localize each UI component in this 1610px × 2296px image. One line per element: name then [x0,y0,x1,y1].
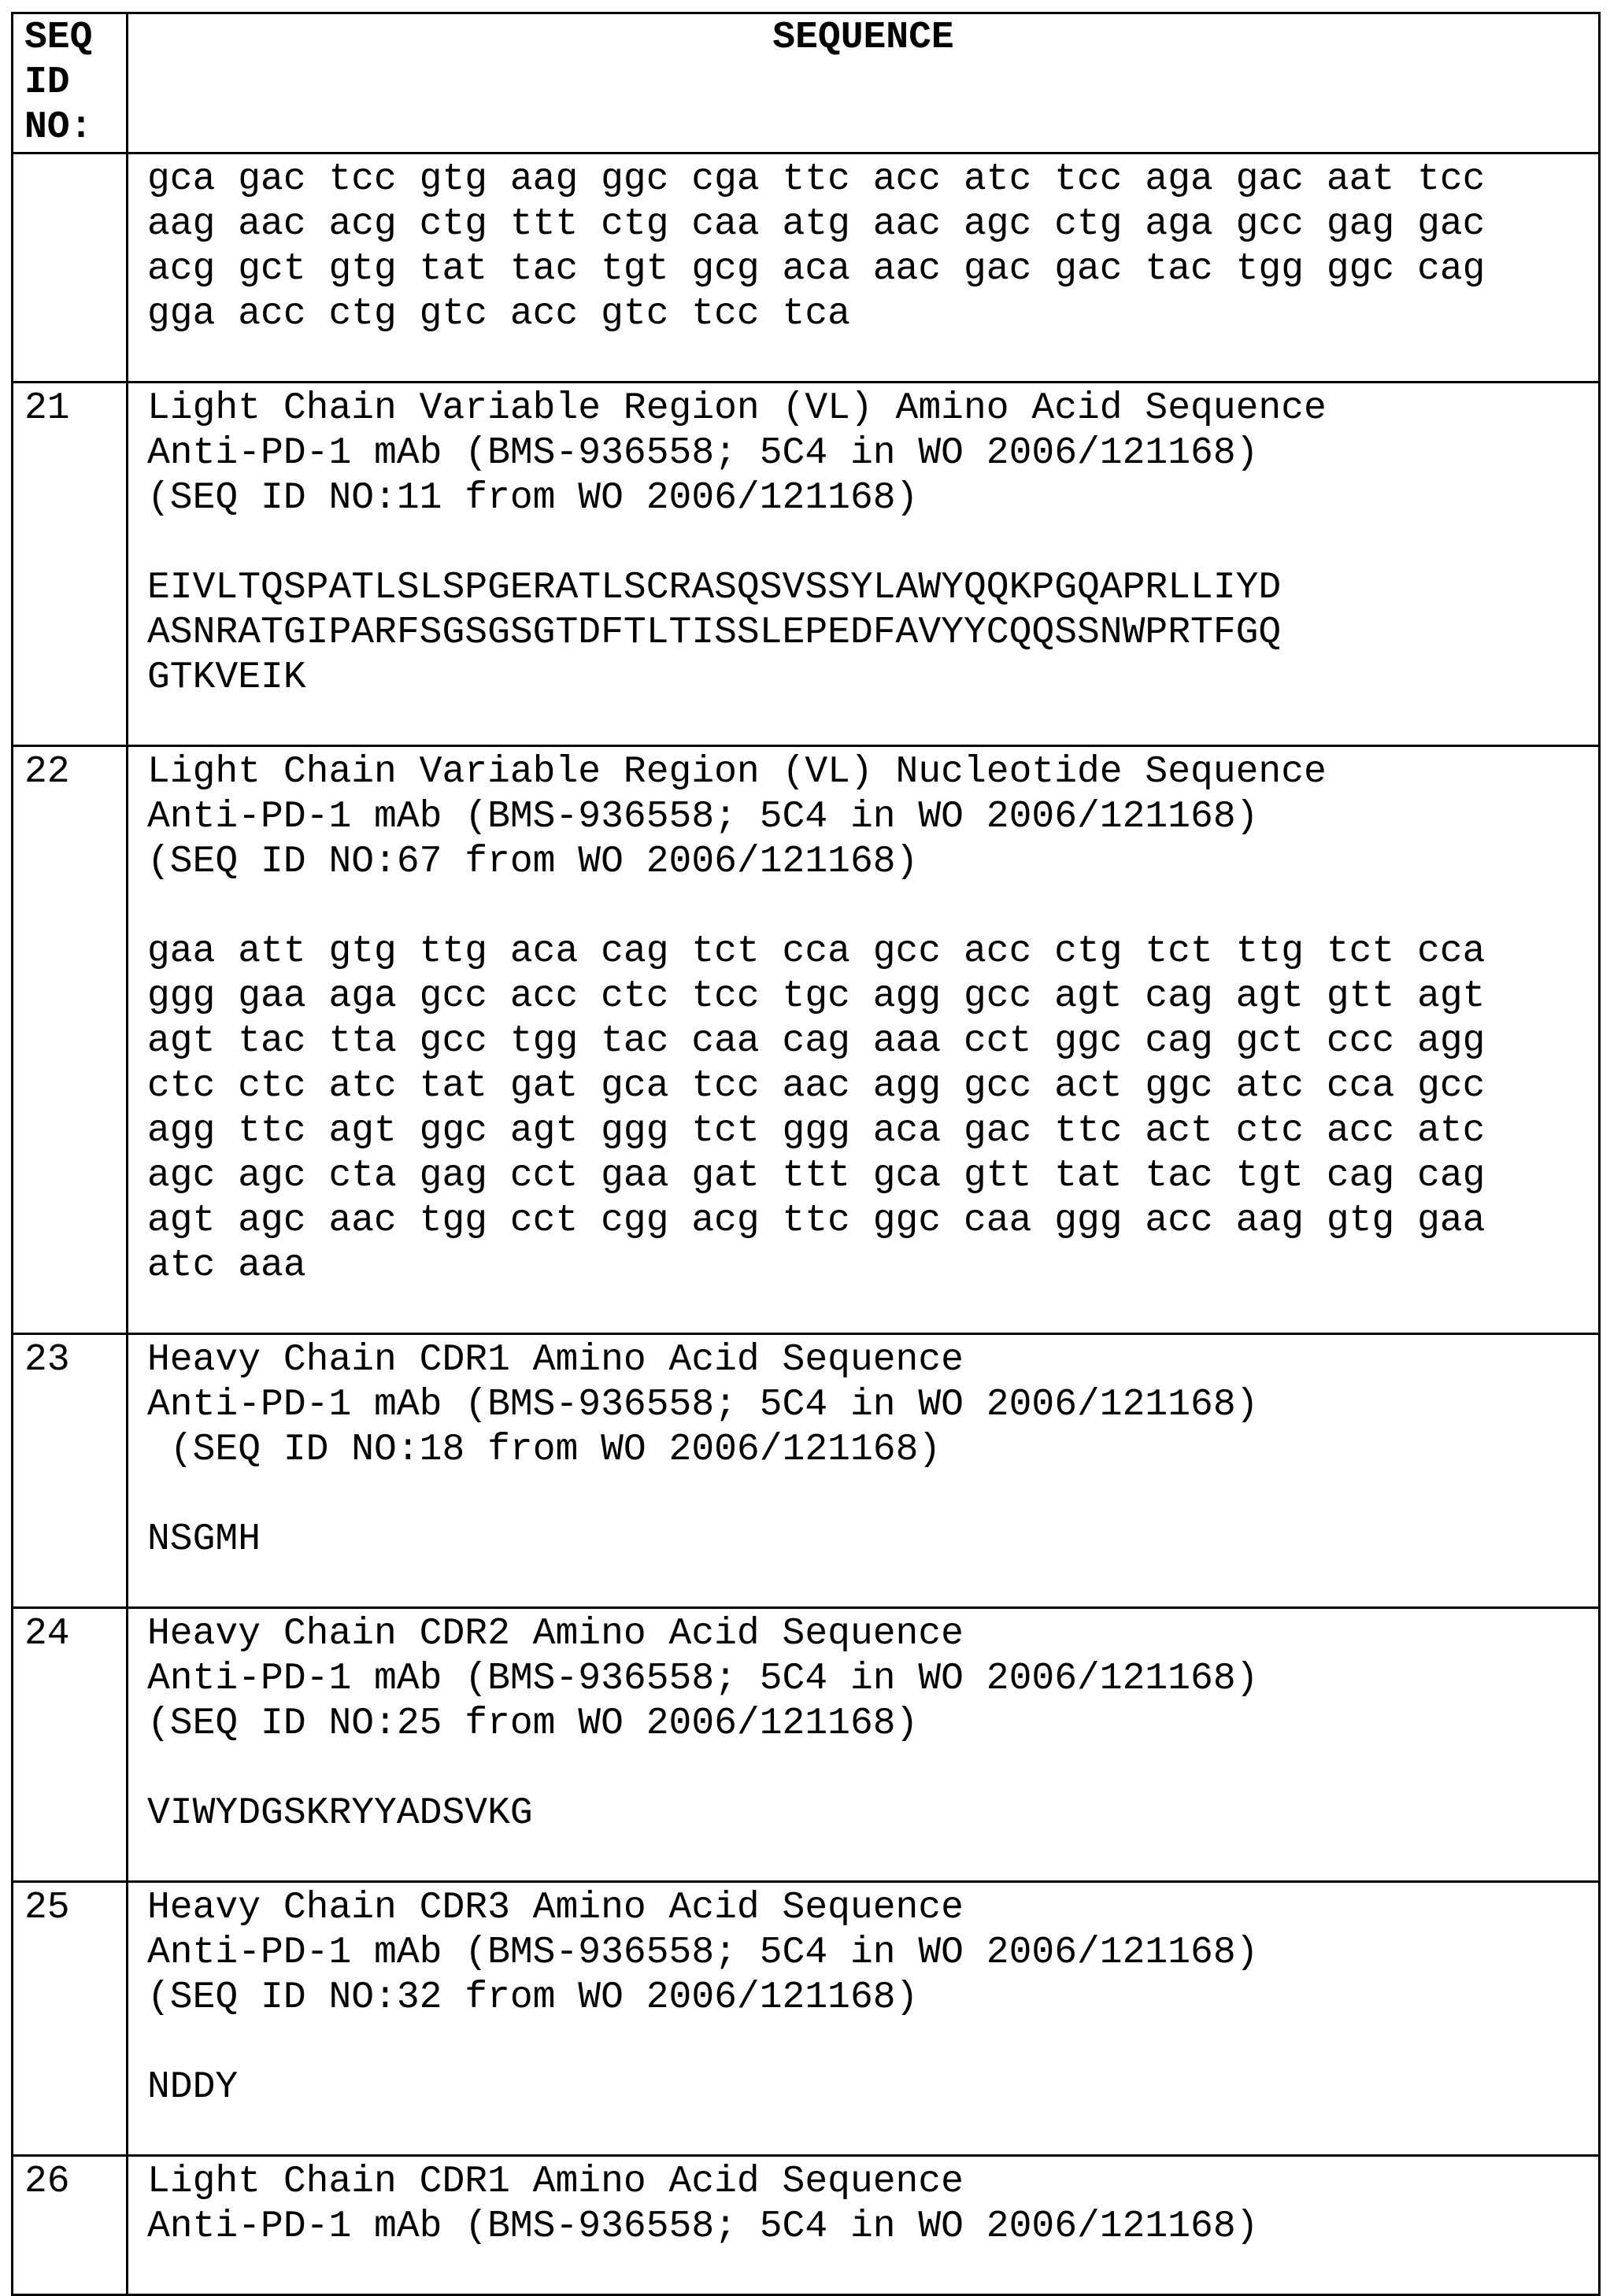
table-row [13,2156,1600,2295]
seq-id-cell: 26 [13,2156,128,2295]
sequence-table-body [13,153,1600,2295]
sequence-cell: gca gac tcc gtg aag ggc cga ttc acc atc tcc aga gac aat tcc aag aac acg ctg ttt ctg caa atg aac agc ctg aga gcc gag gac acg gct gtg tat tac tgt gcg aca aac gac gac tac tgg ggc cag gga acc ctg gtc acc gtc tcc tca [128,153,1600,383]
sequence-cell: Light Chain CDR1 Amino Acid Sequence Anti-PD-1 mAb (BMS-936558; 5C4 in WO 2006/121168) [128,2156,1600,2295]
table-header [13,13,1600,153]
seq-id-cell: 25 [13,1882,128,2156]
sequence-cell: Light Chain Variable Region (VL) Amino Acid Sequence Anti-PD-1 mAb (BMS-936558; 5C4 in WO 2006/121168) (SEQ ID NO:11 from WO 2006/121168) EIVLTQSPATLSLSPGERATLSCRASQSVSSYLAWYQQKPGQAPRLLIYD ASNRATGIPARFSGSGSGTDFTLTISSLEPEDFAVYYCQQSSNWPRTFGQ GTKVEIK [128,383,1600,746]
table-row [13,1608,1600,1882]
sequence-cell: Light Chain Variable Region (VL) Nucleotide Sequence Anti-PD-1 mAb (BMS-936558; 5C4 in WO 2006/121168) (SEQ ID NO:67 from WO 2006/121168) gaa att gtg ttg aca cag tct cca gcc acc ctg tct ttg tct cca ggg gaa aga gcc acc ctc tcc tgc agg gcc agt cag agt gtt agt agt tac tta gcc tgg tac caa cag aaa cct ggc cag gct ccc agg ctc ctc atc tat gat gca tcc aac agg gcc act ggc atc cca gcc agg ttc agt ggc agt ggg tct ggg aca gac ttc act ctc acc atc agc agc cta gag cct gaa gat ttt gca gtt tat tac tgt cag cag agt agc aac tgg cct cgg acg ttc ggc caa ggg acc aag gtg gaa atc aaa [128,746,1600,1334]
table-row [13,1334,1600,1608]
seq-id-cell: 21 [13,383,128,746]
table-row [13,383,1600,746]
sequence-listing-table [11,12,1601,2296]
seq-id-cell: 24 [13,1608,128,1882]
sequence-cell: Heavy Chain CDR3 Amino Acid Sequence Anti-PD-1 mAb (BMS-936558; 5C4 in WO 2006/121168) (SEQ ID NO:32 from WO 2006/121168) NDDY [128,1882,1600,2156]
seq-id-column-header: SEQ ID NO: [13,13,128,153]
table-row [13,746,1600,1334]
header-row [13,13,1600,153]
seq-id-cell: 23 [13,1334,128,1608]
table-row [13,1882,1600,2156]
sequence-cell: Heavy Chain CDR2 Amino Acid Sequence Anti-PD-1 mAb (BMS-936558; 5C4 in WO 2006/121168) (SEQ ID NO:25 from WO 2006/121168) VIWYDGSKRYYADSVKG [128,1608,1600,1882]
sequence-cell: Heavy Chain CDR1 Amino Acid Sequence Anti-PD-1 mAb (BMS-936558; 5C4 in WO 2006/121168) (SEQ ID NO:18 from WO 2006/121168) NSGMH [128,1334,1600,1608]
sequence-column-header: SEQUENCE [128,13,1600,153]
table-row [13,153,1600,383]
seq-id-cell: 22 [13,746,128,1334]
seq-id-cell [13,153,128,383]
